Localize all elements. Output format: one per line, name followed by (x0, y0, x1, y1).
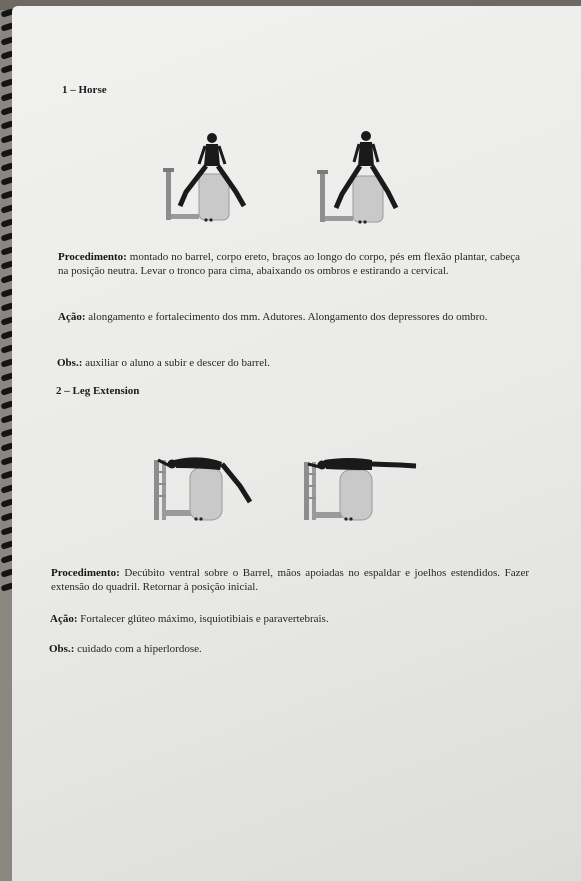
acao-paragraph-1 (58, 310, 520, 324)
procedimento-paragraph-2 (51, 566, 529, 594)
leg-extension-figure-end (300, 452, 420, 524)
acao-text-2: Fortalecer glúteo máximo, isquiotibiais e paravertebrais. (80, 613, 329, 625)
procedimento-label-1: Procedimento: (58, 251, 127, 263)
leg-extension-figure-start (150, 450, 256, 522)
procedimento-text-1: montado no barrel, corpo ereto, braços ao longo do corpo, pés em flexão plantar, cabeça na posição neutra. Levar o tronco para cima, abaixando os ombros e estirando a cervical. (58, 251, 520, 277)
obs-paragraph-1 (57, 356, 519, 370)
obs-text-1: auxiliar o aluno a subir e descer do barrel. (85, 357, 270, 369)
procedimento-paragraph-1 (58, 250, 520, 278)
horse-figure-end (314, 130, 406, 226)
procedimento-label-2: Procedimento: (51, 567, 120, 579)
obs-text-2: cuidado com a hiperlordose. (77, 643, 202, 655)
acao-text-1: alongamento e fortalecimento dos mm. Adutores. Alongamento dos depressores do ombro. (88, 311, 488, 323)
obs-label-1: Obs.: (57, 357, 83, 369)
acao-label-1: Ação: (58, 311, 86, 323)
section-title-horse: 1 – Horse (62, 84, 107, 96)
obs-paragraph-2 (49, 642, 527, 656)
acao-label-2: Ação: (50, 613, 78, 625)
document-page (12, 6, 581, 881)
section-title-leg-extension: 2 – Leg Extension (56, 385, 140, 397)
horse-figure-start (160, 130, 252, 224)
procedimento-text-2: Decúbito ventral sobre o Barrel, mãos apoiadas no espaldar e joelhos estendidos. Fazer extensão do quadril. Retornar à posição inicial. (51, 567, 529, 593)
acao-paragraph-2 (50, 612, 528, 626)
obs-label-2: Obs.: (49, 643, 75, 655)
